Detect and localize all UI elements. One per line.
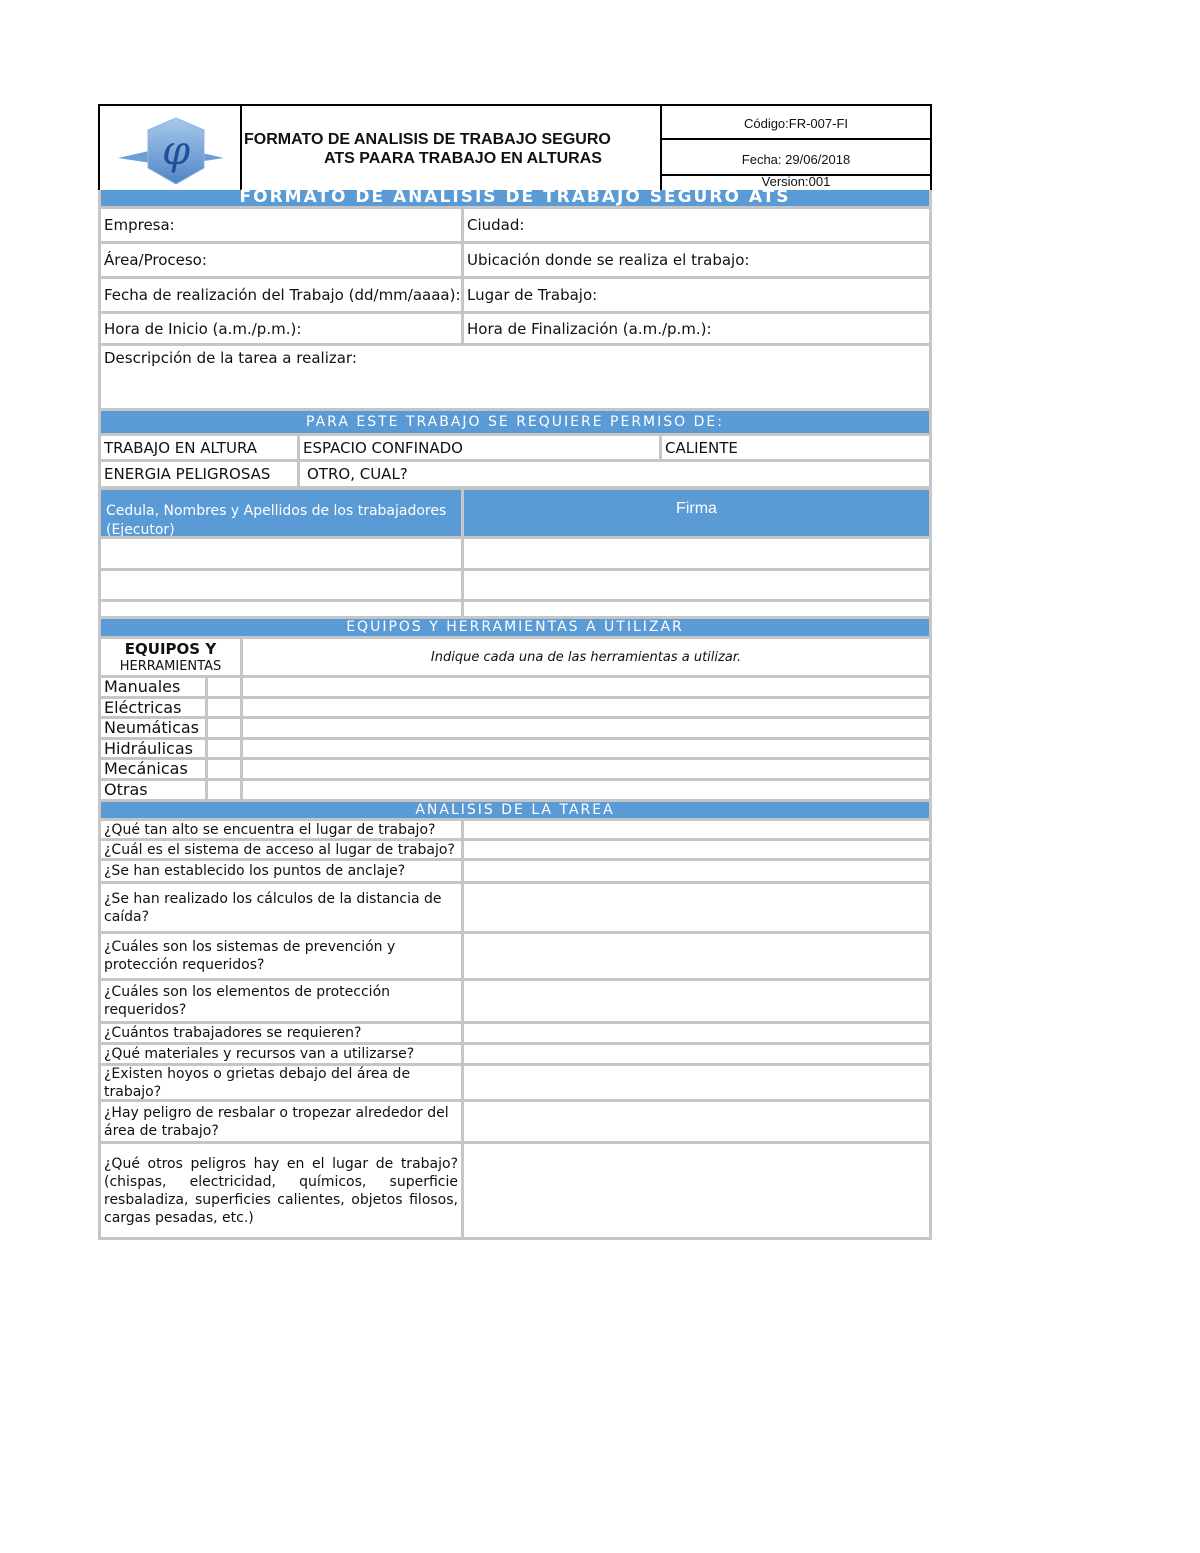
analisis-answer[interactable]: [461, 978, 932, 1024]
trabajador-name-cell[interactable]: [98, 568, 464, 602]
energia-label: ENERGIA PELIGROSAS: [104, 465, 271, 483]
analisis-answer[interactable]: [461, 1141, 932, 1240]
trabajador-name-cell[interactable]: [98, 599, 464, 619]
fecha-realizacion-label: Fecha de realización del Trabajo (dd/mm/aaaa):: [104, 286, 461, 304]
analisis-question-text: ¿Qué otros peligros hay en el lugar de trabajo? (chispas, electricidad, químicos, superficie resbaladiza, superficies calientes, objetos filosos, cargas pesadas, etc.): [104, 1155, 458, 1226]
empresa-field[interactable]: [98, 206, 464, 244]
analisis-band: ANALISIS DE LA TAREA: [98, 802, 932, 818]
ubicacion-field[interactable]: [461, 241, 932, 279]
empresa-label: Empresa:: [104, 216, 175, 234]
indique-text: Indique cada una de las herramientas a utilizar.: [430, 650, 742, 665]
equipo-row-label: [98, 778, 208, 802]
equipos-band: EQUIPOS Y HERRAMIENTAS A UTILIZAR: [98, 619, 932, 636]
espacio-confinado-label: ESPACIO CONFINADO: [303, 438, 463, 457]
fecha-box: [660, 138, 932, 176]
trabajadores-header-label: Cedula, Nombres y Apellidos de los trabajadores (Ejecutor): [106, 503, 447, 538]
descripcion-field[interactable]: [98, 343, 932, 411]
equipo-check-cell[interactable]: [205, 778, 243, 802]
ciudad-label: Ciudad:: [467, 216, 525, 234]
ubicacion-label: Ubicación donde se realiza el trabajo:: [467, 251, 750, 269]
trabajador-firma-cell[interactable]: [461, 568, 932, 602]
analisis-question-text: ¿Cuántos trabajadores se requieren?: [104, 1025, 362, 1041]
analisis-answer[interactable]: [461, 1099, 932, 1144]
analisis-question-text: ¿Existen hoyos o grietas debajo del área de trabajo?: [104, 1065, 411, 1100]
hora-inicio-label: Hora de Inicio (a.m./p.m.):: [104, 319, 302, 338]
header-title-line2: ATS PAARA TRABAJO EN ALTURAS: [324, 150, 602, 167]
equipos-head-line2: HERRAMIENTAS: [119, 659, 222, 674]
permiso-band: PARA ESTE TRABAJO SE REQUIERE PERMISO DE:: [98, 411, 932, 433]
lugar-label: Lugar de Trabajo:: [467, 286, 598, 304]
logo-box: [98, 104, 242, 192]
equipo-row-text: Mecánicas: [104, 759, 188, 778]
ciudad-field[interactable]: [461, 206, 932, 244]
main-band: FORMATO DE ANALISIS DE TRABAJO SEGURO ATS: [98, 190, 932, 206]
version-text: Version:001: [761, 174, 831, 189]
analisis-question-text: ¿Cuáles son los elementos de protección requeridos?: [104, 984, 391, 1018]
analisis-question: [98, 1099, 464, 1144]
equipo-row-text: Manuales: [104, 677, 181, 696]
trabajador-firma-cell[interactable]: [461, 536, 932, 571]
analisis-answer[interactable]: [461, 881, 932, 934]
analisis-question-text: ¿Hay peligro de resbalar o tropezar alrededor del área de trabajo?: [104, 1104, 449, 1139]
caliente-label: CALIENTE: [665, 438, 738, 457]
analisis-question-text: ¿Se han realizado los cálculos de la distancia de caída?: [104, 890, 442, 925]
otro-label: OTRO, CUAL?: [307, 465, 408, 483]
energia-cell[interactable]: [98, 459, 300, 489]
header-title-line1: FORMATO DE ANALISIS DE TRABAJO SEGURO: [244, 131, 611, 148]
descripcion-label: Descripción de la tarea a realizar:: [104, 349, 357, 367]
analisis-question: [98, 881, 464, 934]
hora-fin-field[interactable]: [461, 311, 932, 346]
analisis-question-text: ¿Se han establecido los puntos de anclaje?: [104, 863, 406, 879]
analisis-question-text: ¿Qué tan alto se encuentra el lugar de trabajo?: [104, 821, 436, 838]
equipos-head-line1: EQUIPOS Y: [124, 640, 217, 658]
firma-header: [461, 487, 932, 539]
header-title-box: [240, 104, 662, 192]
firma-header-label: Firma: [676, 500, 717, 517]
area-label: Área/Proceso:: [104, 251, 207, 269]
analisis-answer[interactable]: [461, 931, 932, 981]
analisis-question: [98, 1063, 464, 1102]
svg-text:φ: φ: [161, 128, 191, 174]
codigo-box: [660, 104, 932, 140]
analisis-question: [98, 978, 464, 1024]
codigo-text: Código:FR-007-FI: [743, 116, 849, 131]
equipo-row-text: Neumáticas: [104, 718, 199, 737]
analisis-question-text: ¿Qué materiales y recursos van a utilizarse?: [104, 1046, 415, 1062]
trabajadores-header: [98, 487, 464, 539]
equipo-row-text: Hidráulicas: [104, 738, 193, 758]
trabajador-name-cell[interactable]: [98, 536, 464, 571]
analisis-question-text: ¿Cuál es el sistema de acceso al lugar de trabajo?: [104, 841, 455, 858]
trabajo-altura-cell[interactable]: [98, 433, 300, 462]
trabajador-firma-cell[interactable]: [461, 599, 932, 619]
equipo-row-text: Otras: [104, 780, 148, 799]
analisis-question: [98, 931, 464, 981]
analisis-answer[interactable]: [461, 1063, 932, 1102]
equipo-row-text: Eléctricas: [104, 697, 182, 717]
hora-inicio-field[interactable]: [98, 311, 464, 346]
caliente-cell[interactable]: [659, 433, 932, 462]
analisis-question-text: ¿Cuáles son los sistemas de prevención y protección requeridos?: [104, 939, 396, 973]
trabajo-altura-label: TRABAJO EN ALTURA: [104, 438, 258, 457]
otro-cell[interactable]: [297, 459, 932, 489]
phi-logo-icon: [100, 106, 240, 190]
indique-cell: [240, 636, 932, 678]
fecha-text: Fecha: 29/06/2018: [741, 152, 851, 167]
hora-fin-label: Hora de Finalización (a.m./p.m.):: [467, 319, 712, 338]
equipo-detail-cell[interactable]: [240, 778, 932, 802]
espacio-confinado-cell[interactable]: [297, 433, 662, 462]
lugar-field[interactable]: [461, 276, 932, 314]
fecha-realizacion-field[interactable]: [98, 276, 464, 314]
area-field[interactable]: [98, 241, 464, 279]
analisis-question: [98, 1141, 464, 1240]
equipos-head-cell: [98, 636, 243, 678]
